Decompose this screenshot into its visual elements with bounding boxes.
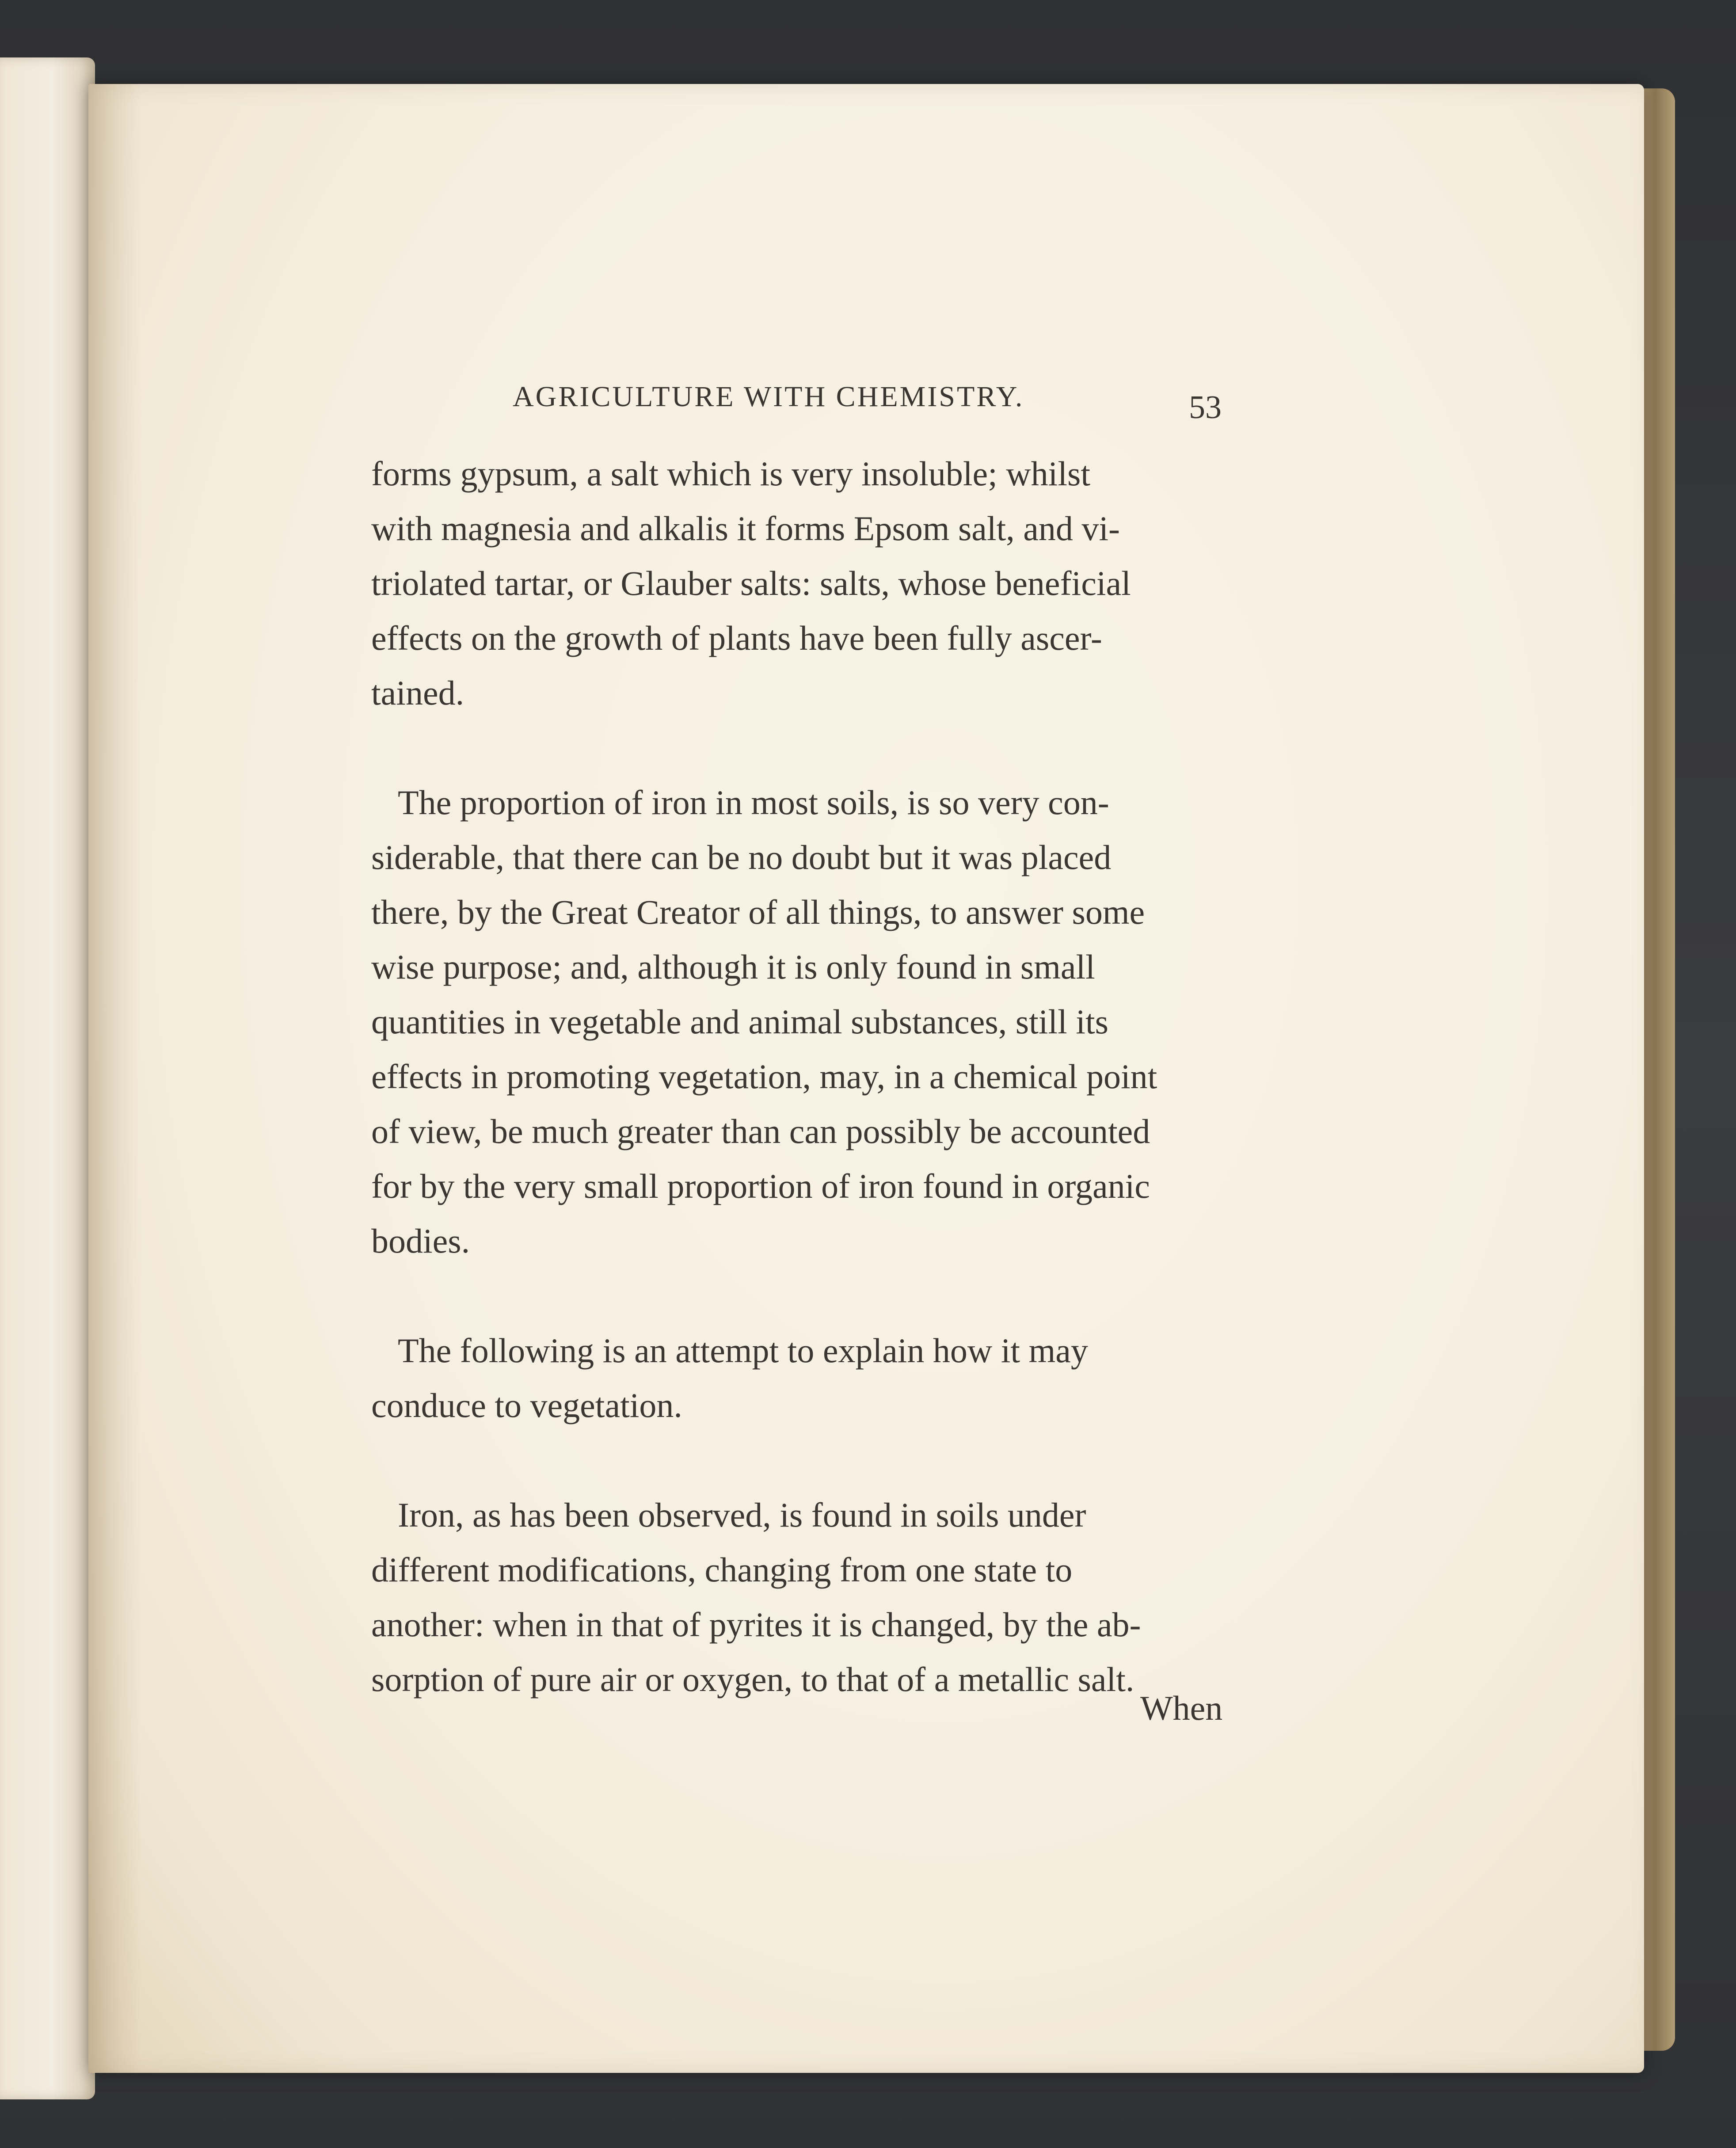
paragraph-4 bbox=[371, 1488, 1224, 1707]
text-line: tained. bbox=[371, 674, 464, 712]
text-line: wise purpose; and, although it is only found in small bbox=[371, 948, 1095, 986]
running-title: AGRICULTURE WITH CHEMISTRY. bbox=[513, 381, 1024, 413]
paragraph-3 bbox=[371, 1323, 1224, 1433]
text-line: The following is an attempt to explain how it may bbox=[398, 1331, 1088, 1370]
text-line: conduce to vegetation. bbox=[371, 1386, 682, 1424]
text-line: forms gypsum, a salt which is very insoluble; whilst bbox=[371, 454, 1091, 493]
text-line: sorption of pure air or oxygen, to that of a metallic salt. bbox=[371, 1660, 1134, 1699]
text-line: different modifications, changing from one state to bbox=[371, 1550, 1073, 1589]
text-line: of view, be much greater than can possibly be accounted bbox=[371, 1112, 1150, 1150]
facing-page-edge bbox=[0, 57, 95, 2099]
text-line: Iron, as has been observed, is found in soils under bbox=[398, 1496, 1086, 1534]
page-body bbox=[371, 446, 1224, 1762]
catchword: When bbox=[1140, 1689, 1223, 1727]
gutter-shadow bbox=[88, 84, 141, 2073]
text-line: there, by the Great Creator of all things, to answer some bbox=[371, 893, 1145, 931]
text-line: for by the very small proportion of iron found in organic bbox=[371, 1167, 1150, 1205]
text-line: siderable, that there can be no doubt but it was placed bbox=[371, 838, 1112, 876]
text-line: The proportion of iron in most soils, is so very con- bbox=[398, 783, 1109, 822]
text-line: effects in promoting vegetation, may, in a chemical point bbox=[371, 1057, 1157, 1096]
text-line: another: when in that of pyrites it is changed, by the ab- bbox=[371, 1605, 1141, 1644]
text-line: effects on the growth of plants have been fully ascer- bbox=[371, 619, 1102, 657]
text-line: with magnesia and alkalis it forms Epsom salt, and vi- bbox=[371, 509, 1120, 548]
paragraph-1 bbox=[371, 446, 1224, 720]
text-line: bodies. bbox=[371, 1222, 470, 1260]
paragraph-2 bbox=[371, 775, 1224, 1268]
text-line: quantities in vegetable and animal substances, still its bbox=[371, 1002, 1108, 1041]
text-line: triolated tartar, or Glauber salts: salts, whose beneficial bbox=[371, 564, 1131, 602]
page-number: 53 bbox=[1189, 389, 1222, 426]
